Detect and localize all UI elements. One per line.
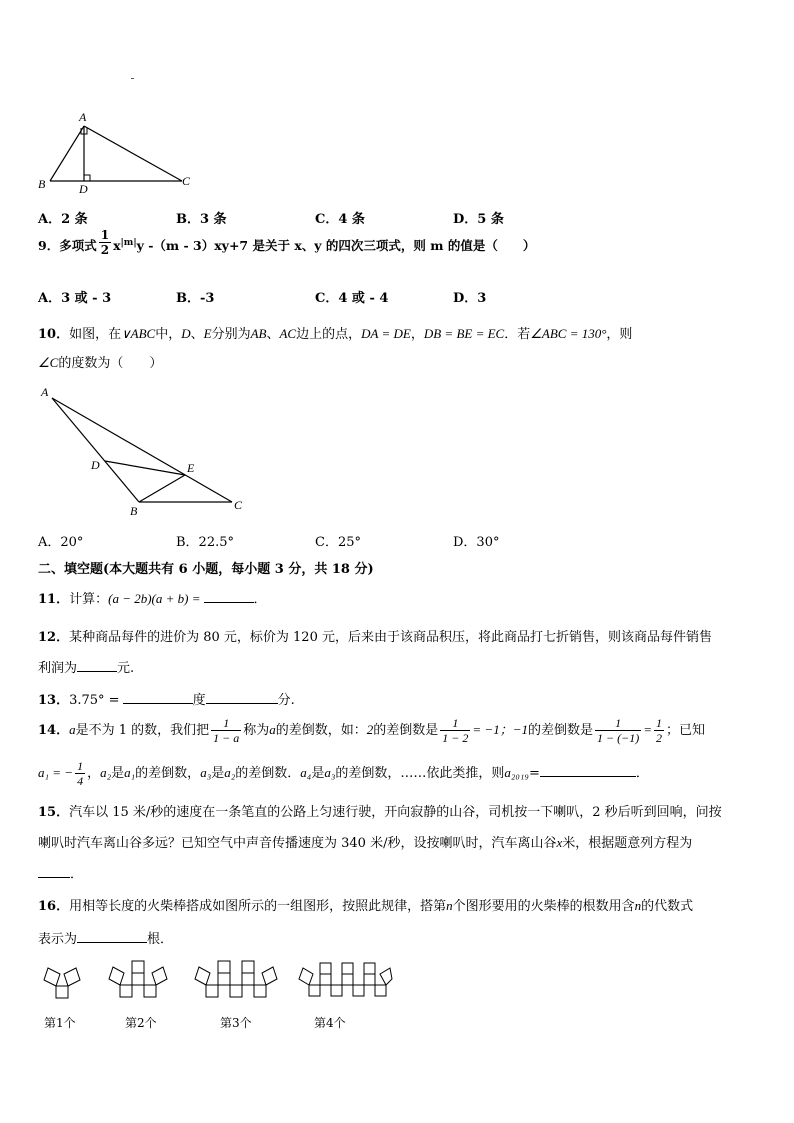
- label-a: A: [41, 385, 49, 399]
- q9-option-b: B．-3: [176, 291, 215, 306]
- q11-stem: 11．计算：(a − 2b)(a + b) = ．: [38, 591, 267, 607]
- side-ac: [52, 398, 232, 502]
- label-d: D: [79, 182, 88, 196]
- q9-option-d: D．3: [453, 291, 487, 306]
- q10-stem-line1: 10．如图，在∨ABC中，D、E分别为AB、AC边上的点，DA = DE，DB = BE = EC．若∠ABC = 130°，则: [38, 326, 633, 342]
- q16-line1: 16．用相等长度的火柴棒搭成如图所示的一组图形，按照此规律，搭第n个图形要用的火柴棒的根数用含n的代数式: [38, 898, 694, 914]
- q13-degree-blank[interactable]: [123, 691, 193, 704]
- q9-stem: 9．多项式 $\frac{1}{2}$ $x^{|m|}y$ -（m - 3）xy+7 是关于 x、y 的四次三项式，则 m 的值是（ ）: [38, 228, 536, 257]
- q16-answer-blank[interactable]: [77, 930, 147, 943]
- q15-answer-blank[interactable]: [38, 865, 70, 878]
- q9-option-a: A．3 或 - 3: [38, 291, 112, 306]
- q10-option-b: B．22.5°: [176, 535, 234, 550]
- q16-figure-2: [106, 955, 170, 1005]
- side-ab: [52, 398, 139, 502]
- q10-option-a: A．20°: [38, 535, 84, 550]
- q16-caption-3: 第3个: [220, 1016, 252, 1030]
- q8-option-d: D．5 条: [453, 212, 504, 227]
- section-heading-fill-in: 二、填空题(本大题共有 6 小题，每小题 3 分，共 18 分): [38, 562, 374, 577]
- q8-triangle-figure: [34, 108, 204, 196]
- q15-line1: 15．汽车以 15 米/秒的速度在一条笔直的公路上匀速行驶，开向寂静的山谷，司机按一下喇叭，2 秒后听到回响，问按: [38, 805, 722, 820]
- q10-stem-line2: ∠C的度数为（ ）: [38, 355, 163, 371]
- label-b: B: [38, 177, 46, 191]
- q13-stem: 13．3.75° = 度 分.: [38, 693, 295, 708]
- q10-option-c: C．25°: [315, 535, 361, 550]
- q12-answer-blank[interactable]: [77, 659, 117, 672]
- label-a: A: [79, 110, 87, 124]
- segment-be: [139, 475, 185, 502]
- q8-option-b: B．3 条: [176, 212, 227, 227]
- q9-option-c: C．4 或 - 4: [315, 291, 389, 306]
- q16-caption-2: 第2个: [125, 1016, 157, 1030]
- q14-line1: 14．a是不为 1 的数，我们把 $\frac{1}{1 - a}$ 称为a的差倒数，如：2的差倒数是 $\frac{1}{1 - 2}$ = −1；−1的差倒数是 $\frac{1}{1 - (-1)}$ = $\frac{1}{2}$ ；已知: [38, 716, 705, 745]
- q14-answer-blank[interactable]: [540, 764, 636, 777]
- q12-line1: 12．某种商品每件的进价为 80 元，标价为 120 元，后来由于该商品积压，将此商品打七折销售，则该商品每件销售: [38, 630, 712, 645]
- side-ab: [50, 126, 84, 181]
- label-b: B: [130, 504, 138, 518]
- stray-mark: [131, 78, 134, 79]
- q13-minute-blank[interactable]: [206, 691, 278, 704]
- q16-caption-4: 第4个: [314, 1016, 346, 1030]
- label-e: E: [187, 461, 195, 475]
- q10-option-d: D．30°: [453, 535, 500, 550]
- q16-figure-1: [40, 960, 86, 1006]
- q15-line2: 喇叭时汽车离山谷多远？已知空气中声音传播速度为 340 米/秒，设按喇叭时，汽车离山谷x米，根据题意列方程为: [38, 835, 693, 851]
- right-angle-d: [84, 175, 90, 181]
- label-d: D: [91, 458, 100, 472]
- q16-caption-1: 第1个: [44, 1016, 76, 1030]
- q15-line3: ．: [38, 863, 83, 882]
- q16-line2: 表示为 根．: [38, 932, 174, 947]
- q11-answer-blank[interactable]: [204, 590, 254, 603]
- label-c: C: [182, 174, 191, 188]
- q14-line2: a₁ = − $\frac{1}{4}$ ，a₂是a₁的差倒数，a₃是a₂的差倒数．a₄是a₃的差倒数，……依此类推，则a₂₀₁₉= ．: [38, 759, 649, 788]
- q8-option-c: C．4 条: [315, 212, 365, 227]
- label-c: C: [234, 498, 243, 512]
- q16-figure-3: [192, 955, 278, 1005]
- q16-figure-4: [297, 955, 393, 1005]
- q10-triangle-figure: [36, 382, 256, 520]
- q12-line2: 利润为 元.: [38, 661, 135, 676]
- side-ac: [84, 126, 182, 181]
- q8-option-a: A．2 条: [38, 212, 88, 227]
